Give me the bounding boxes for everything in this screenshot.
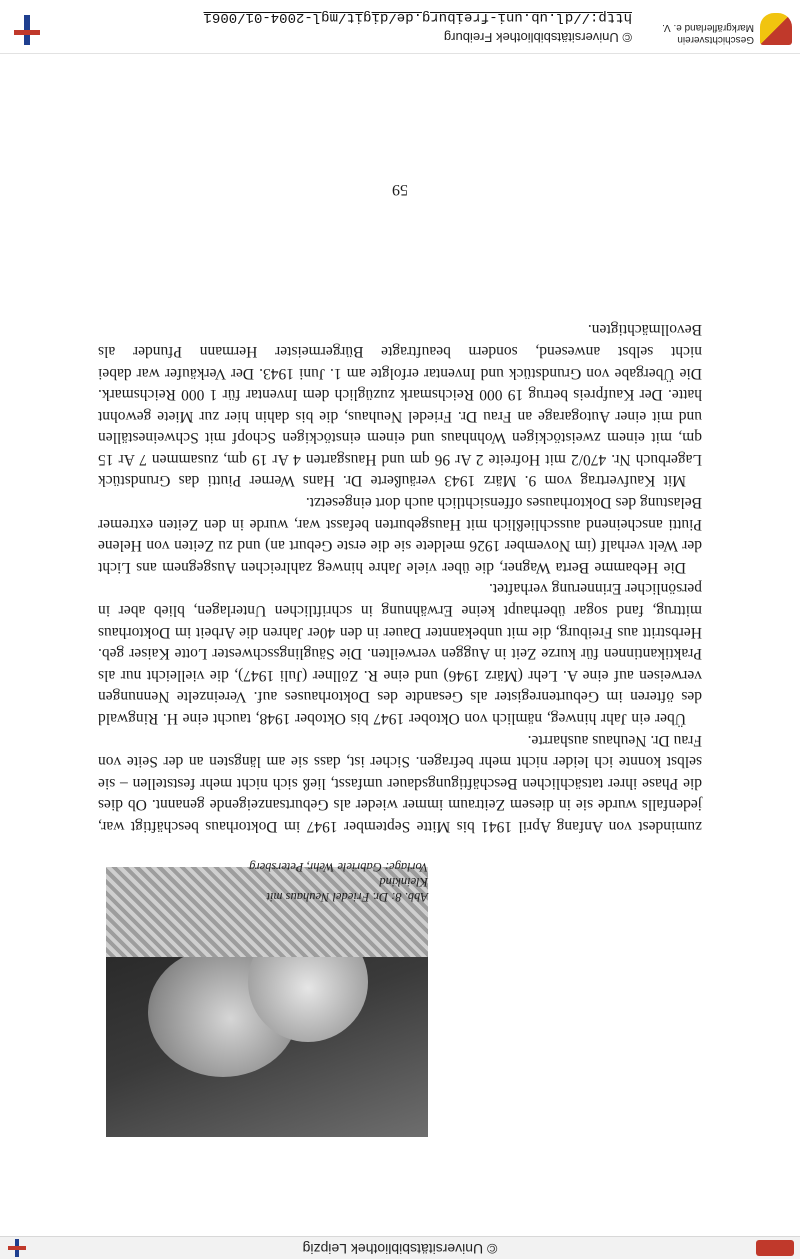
caption-line-2: Kleinkind xyxy=(379,875,428,889)
body-text xyxy=(98,319,702,837)
society-name-line-1: Geschichtsverein xyxy=(677,34,754,45)
paragraph-4: Mit Kaufvertrag vom 9. März 1943 veräußerte Dr. Hans Werner Piutti das Grundstück Lagerbuch Nr. 470/2 mit Hofreite 2 Ar 96 qm und Hausgarten 4 Ar 19 qm, zusammen 7 Ar 15 qm, mit einem zweistöckigen Wohnhaus und einem einstöckigen Schopf mit Schweineställen und mit einer Autogarage an Frau Dr. Friedel Neuhaus, die bis dahin hier zur Miete gewohnt hatte. Der Kaufpreis betrug 19 000 Reichsmark zuzüglich dem Inventar für 1 000 Reichsmark. Die Übergabe von Grundstück und Inventar erfolgte am 1. Juni 1943. Der Verkäufer war dabei nicht selbst anwesend, sondern beauftragte Bürgermeister Hermann Pfunder als Bevollmächtigten. xyxy=(98,321,702,490)
footer-bar xyxy=(0,0,800,54)
institution-mark-icon xyxy=(8,1239,26,1257)
university-mark-icon xyxy=(14,15,40,45)
footer-library-label: © Universitätsbibliothek Freiburg xyxy=(443,30,632,45)
header-library-label: © Universitätsbibliothek Leipzig xyxy=(302,1241,498,1257)
coat-of-arms-icon xyxy=(760,13,792,45)
paragraph-1: zumindest von Anfang April 1941 bis Mitte September 1947 im Doktorhaus beschäftigt war, jedenfalls wurde sie in diesem Zeitraum immer wieder als Geburtsanzeigende genannt. Ob dies die Phase ihrer tatsächlichen Beschäftigungsdauer umfasst, ließ sich nicht mehr feststellen – sie selbst konnte ich leider nicht mehr befragen. Sicher ist, dass sie am längsten an der Seite von Frau Dr. Neuhaus ausharrte. xyxy=(98,731,702,835)
header-bar xyxy=(0,1236,800,1259)
society-name xyxy=(644,21,754,45)
figure-caption xyxy=(98,859,428,904)
page-number: 59 xyxy=(392,181,408,198)
caption-line-1: Abb. 8: Dr. Friedel Neuhaus mit xyxy=(266,890,428,904)
paragraph-2: Über ein Jahr hinweg, nämlich von Oktober 1947 bis Oktober 1948, taucht eine H. Ringwald des öfteren im Geburtenregister als Gesandte des Doktorhauses auf. Vereinzelte Nennungen verweisen auf eine A. Lehr (März 1946) und eine R. Zöllner (Juli 1947), die vielleicht nur als Praktikantinnen für kurze Zeit in Auggen verweilten. Die Säuglingsschwester Lotte Kaiser geb. Herbstritt aus Freiburg, die mit unbekannter Dauer in den 40er Jahren die Arbeit im Doktorhaus mittrug, fand sogar überhaupt keine Erwähnung in schriftlichen Unterlagen, blieb aber in persönlicher Erinnerung verhaftet. xyxy=(98,580,702,728)
paragraph-3: Die Hebamme Berta Wagner, die über viele Jahre hinweg zahlreichen Ausgegnem ans Licht der Welt verhalf (im November 1926 meldete sie die erste Geburt an) und zu Zeiten von Helene Piutti anscheinend ausschließlich mit Hausgeburten befasst war, wurde in den Zeiten extremer Belastung des Doktorhauses offensichtlich auch dort eingesetzt. xyxy=(98,494,702,576)
photo-neuhaus-with-child xyxy=(106,867,428,1137)
society-name-line-2: Markgräflerland e. V. xyxy=(662,22,754,33)
digitization-url-link[interactable]: http://dl.ub.uni-freiburg.de/digit/mgl-2004-01/0061 xyxy=(203,9,632,25)
caption-line-3: Vorlage: Gabriele Wehr, Petersberg xyxy=(249,860,428,874)
